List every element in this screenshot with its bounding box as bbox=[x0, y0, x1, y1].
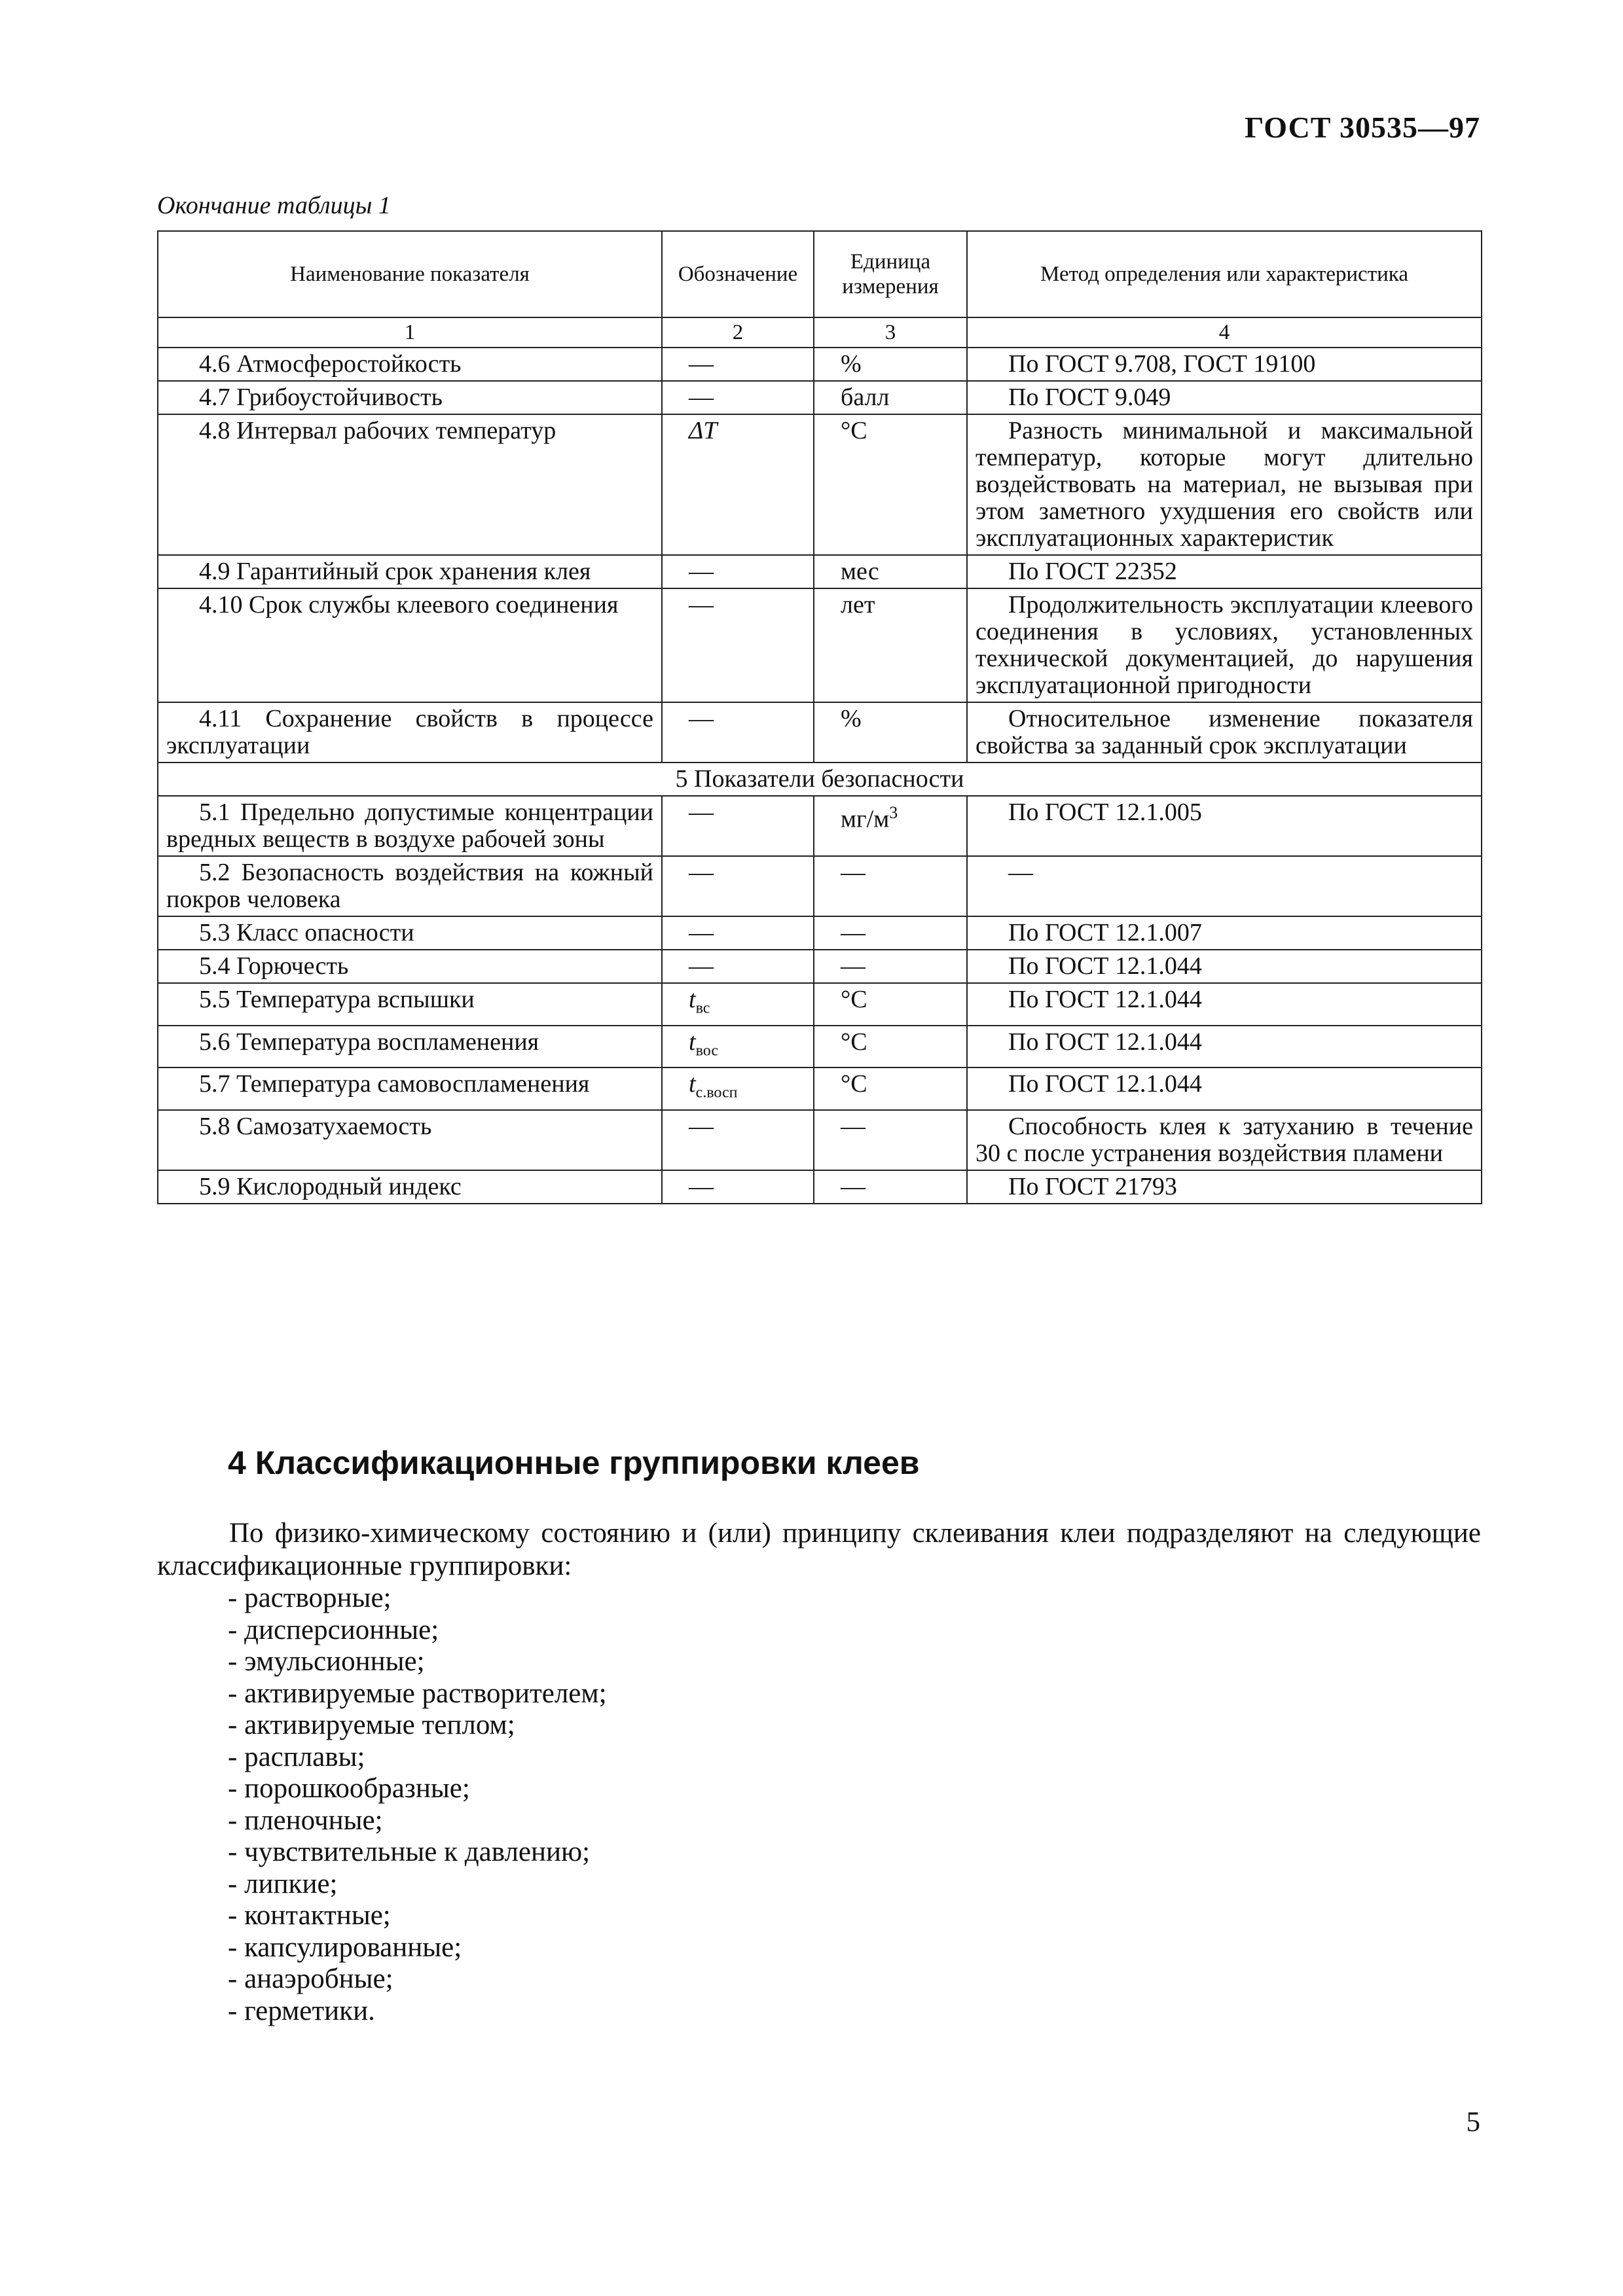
column-number: 1 bbox=[158, 317, 662, 348]
method: По ГОСТ 21793 bbox=[967, 1170, 1482, 1204]
designation: — bbox=[662, 588, 814, 702]
indicator-name: 5.8 Самозатухаемость bbox=[158, 1110, 662, 1170]
method: По ГОСТ 9.049 bbox=[967, 381, 1482, 414]
method: По ГОСТ 12.1.044 bbox=[967, 950, 1482, 983]
table-row bbox=[158, 414, 1482, 555]
table-row bbox=[158, 588, 1482, 702]
unit: мес bbox=[814, 555, 967, 588]
table-row bbox=[158, 348, 1482, 381]
indicator-name: 5.3 Класс опасности bbox=[158, 916, 662, 950]
designation: $t_{вс}$ bbox=[662, 983, 814, 1026]
table-row bbox=[158, 1170, 1482, 1204]
column-number-row bbox=[158, 317, 1482, 348]
list-item: - эмульсионные; bbox=[228, 1646, 425, 1677]
designation: — bbox=[662, 348, 814, 381]
indicator-name: 5.7 Температура самовоспламенения bbox=[158, 1067, 662, 1110]
designation: $t_{вос}$ bbox=[662, 1026, 814, 1068]
table-row bbox=[158, 916, 1482, 950]
classification-list bbox=[228, 1583, 607, 2027]
table-row bbox=[158, 983, 1482, 1026]
method: По ГОСТ 9.708, ГОСТ 19100 bbox=[967, 348, 1482, 381]
indicator-name: 4.8 Интервал рабочих температур bbox=[158, 414, 662, 555]
indicator-name: 5.9 Кислородный индекс bbox=[158, 1170, 662, 1204]
list-item: - чувствительные к давлению; bbox=[228, 1837, 591, 1867]
table-row bbox=[158, 1067, 1482, 1110]
list-item: - активируемые растворителем; bbox=[228, 1677, 607, 1709]
table-row bbox=[158, 555, 1482, 588]
column-number: 2 bbox=[662, 317, 814, 348]
unit: — bbox=[814, 1170, 967, 1204]
designation: — bbox=[662, 950, 814, 983]
list-item: - расплавы; bbox=[228, 1741, 365, 1772]
unit: °С bbox=[814, 983, 967, 1026]
indicator-name: 5.5 Температура вспышки bbox=[158, 983, 662, 1026]
column-header: Обозначение bbox=[662, 231, 814, 317]
designation: — bbox=[662, 796, 814, 856]
column-number: 3 bbox=[814, 317, 967, 348]
designation: — bbox=[662, 555, 814, 588]
designation: — bbox=[662, 1170, 814, 1204]
designation: — bbox=[662, 1110, 814, 1170]
list-item: - капсулированные; bbox=[228, 1931, 462, 1963]
unit: % bbox=[814, 348, 967, 381]
list-item: - контактные; bbox=[228, 1900, 391, 1931]
table-header-row bbox=[158, 231, 1482, 317]
column-header: Метод определения или характеристика bbox=[967, 231, 1482, 317]
unit: — bbox=[814, 1110, 967, 1170]
designation: — bbox=[662, 702, 814, 762]
method: Способность клея к затуханию в течение 30 с после устранения воздействия пламени bbox=[967, 1110, 1482, 1170]
indicator-name: 4.6 Атмосферостойкость bbox=[158, 348, 662, 381]
unit: балл bbox=[814, 381, 967, 414]
table-row bbox=[158, 1110, 1482, 1170]
column-header: Наименование показателя bbox=[158, 231, 662, 317]
list-item: - дисперсионные; bbox=[228, 1614, 439, 1645]
section-row bbox=[158, 762, 1482, 796]
unit: — bbox=[814, 916, 967, 950]
method: По ГОСТ 12.1.044 bbox=[967, 1026, 1482, 1068]
unit: — bbox=[814, 856, 967, 916]
method: Относительное изменение показателя свойства за заданный срок эксплуатации bbox=[967, 702, 1482, 762]
table-row bbox=[158, 950, 1482, 983]
table-row bbox=[158, 702, 1482, 762]
list-item: - растворные; bbox=[228, 1583, 392, 1613]
table-row bbox=[158, 796, 1482, 856]
indicator-name: 4.11 Сохранение свойств в процессе эксплуатации bbox=[158, 702, 662, 762]
indicators-table bbox=[157, 230, 1482, 1204]
method: Продолжительность эксплуатации клеевого соединения в условиях, установленных технической документацией, до нарушения эксплуатационной пригодности bbox=[967, 588, 1482, 702]
method: По ГОСТ 12.1.007 bbox=[967, 916, 1482, 950]
method: По ГОСТ 22352 bbox=[967, 555, 1482, 588]
designation: — bbox=[662, 381, 814, 414]
unit: °С bbox=[814, 1026, 967, 1068]
unit: °С bbox=[814, 414, 967, 555]
method: — bbox=[967, 856, 1482, 916]
column-header: Единица измерения bbox=[814, 231, 967, 317]
indicator-name: 4.7 Грибоустойчивость bbox=[158, 381, 662, 414]
table-caption: Окончание таблицы 1 bbox=[157, 192, 391, 219]
unit: °С bbox=[814, 1067, 967, 1110]
method: Разность минимальной и максимальной температур, которые могут длительно воздействовать на материал, не вызывая при этом заметного ухудшения его свойств или эксплуатационных характеристик bbox=[967, 414, 1482, 555]
indicator-name: 5.4 Горючесть bbox=[158, 950, 662, 983]
indicator-name: 5.6 Температура воспламенения bbox=[158, 1026, 662, 1068]
indicator-name: 5.2 Безопасность воздействия на кожный покров человека bbox=[158, 856, 662, 916]
unit: $мг/м^3$ bbox=[814, 796, 967, 856]
method: По ГОСТ 12.1.044 bbox=[967, 983, 1482, 1026]
designation: — bbox=[662, 856, 814, 916]
list-item: - липкие; bbox=[228, 1868, 338, 1899]
method: По ГОСТ 12.1.005 bbox=[967, 796, 1482, 856]
list-item: - анаэробные; bbox=[228, 1964, 393, 1994]
list-item: - активируемые теплом; bbox=[228, 1710, 515, 1740]
list-item: - порошкообразные; bbox=[228, 1773, 470, 1804]
table-row bbox=[158, 381, 1482, 414]
unit: % bbox=[814, 702, 967, 762]
designation: $t_{с.восп}$ bbox=[662, 1067, 814, 1110]
intro-paragraph: По физико-химическому состоянию и (или) принципу склеивания клеи подразделяют на следующие классификационные группировки: bbox=[157, 1518, 1481, 1581]
table-row bbox=[158, 1026, 1482, 1068]
column-number: 4 bbox=[967, 317, 1482, 348]
unit: лет bbox=[814, 588, 967, 702]
designation: ΔT bbox=[662, 414, 814, 555]
list-item: - герметики. bbox=[228, 1995, 375, 2026]
unit: — bbox=[814, 950, 967, 983]
indicator-name: 4.9 Гарантийный срок хранения клея bbox=[158, 555, 662, 588]
designation: — bbox=[662, 916, 814, 950]
document-code: ГОСТ 30535—97 bbox=[1245, 111, 1480, 144]
list-item: - пленочные; bbox=[228, 1804, 383, 1836]
section-heading: 4 Классификационные группировки клеев bbox=[228, 1444, 920, 1481]
method: По ГОСТ 12.1.044 bbox=[967, 1067, 1482, 1110]
page-number: 5 bbox=[1466, 2107, 1480, 2138]
table-row bbox=[158, 856, 1482, 916]
indicator-name: 4.10 Срок службы клеевого соединения bbox=[158, 588, 662, 702]
indicator-name: 5.1 Предельно допустимые концентрации вредных веществ в воздухе рабочей зоны bbox=[158, 796, 662, 856]
section-title: 5 Показатели безопасности bbox=[158, 762, 1482, 796]
